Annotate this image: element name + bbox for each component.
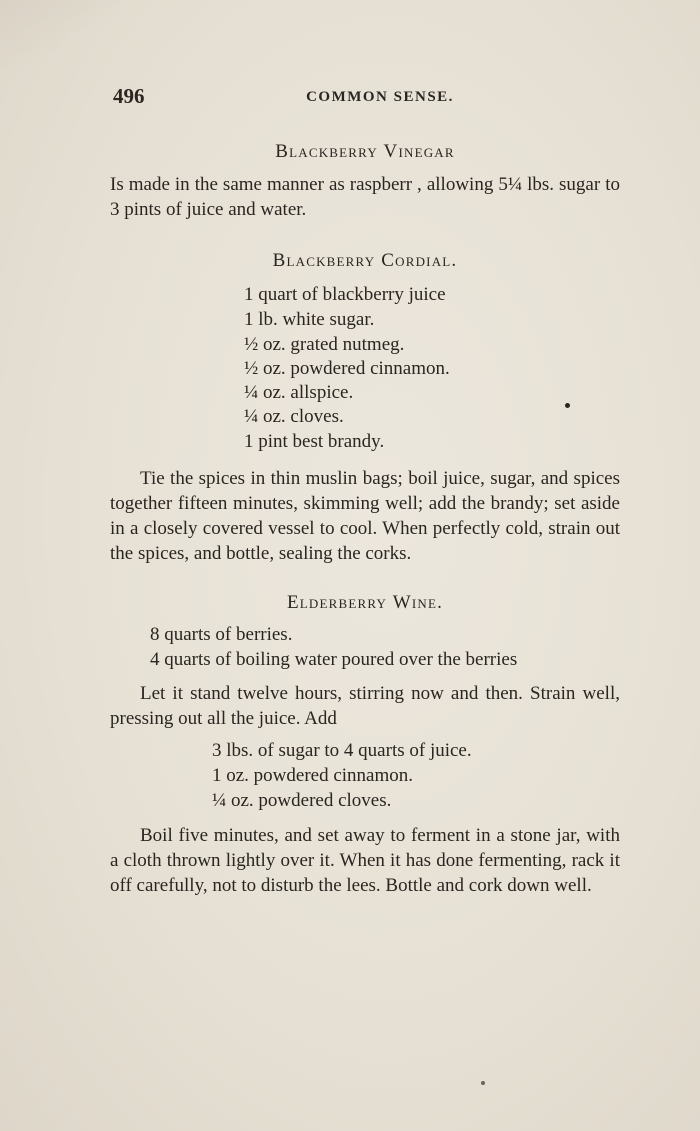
ingredient-item: ¼ oz. allspice.	[244, 382, 354, 403]
paragraph-wine-directions-b: Boil five minutes, and set away to ferment in a stone jar, with a cloth thrown lightly over it. When it has done fermenting, rack it off carefully, not to disturb the lees. Bottle and cork down well.	[110, 825, 620, 896]
ingredient-item: 1 oz. powdered cinnamon.	[212, 765, 414, 786]
ink-speck	[481, 1081, 485, 1085]
ingredient-item: 1 pint best brandy.	[244, 431, 385, 452]
heading-elderberry-wine: Elderberry Wine.	[286, 592, 444, 613]
heading-blackberry-vinegar: Blackberry Vinegar	[275, 141, 455, 162]
ingredient-item: 8 quarts of berries.	[150, 624, 293, 645]
ingredient-item: 4 quarts of boiling water poured over the berries	[150, 649, 518, 670]
running-title: COMMON SENSE.	[306, 89, 454, 105]
ingredient-item: ½ oz. grated nutmeg.	[244, 334, 405, 355]
page-number: 496	[113, 84, 145, 108]
ingredient-item: 3 lbs. of sugar to 4 quarts of juice.	[212, 740, 472, 761]
ingredient-item: ¼ oz. powdered cloves.	[212, 790, 392, 811]
page-corner-shadow	[0, 0, 120, 70]
paragraph-wine-directions-a: Let it stand twelve hours, stirring now and then. Strain well, pressing out all the juice. Add	[110, 683, 620, 729]
ingredient-item: 1 quart of blackberry juice	[244, 284, 446, 305]
ink-speck	[565, 403, 570, 408]
ingredient-item: 1 lb. white sugar.	[244, 309, 375, 330]
paragraph-blackberry-vinegar: Is made in the same manner as raspberr , allowing 5¼ lbs. sugar to 3 pints of juice and water.	[110, 174, 620, 220]
ingredient-item: ¼ oz. cloves.	[244, 406, 344, 427]
paragraph-cordial-directions: Tie the spices in thin muslin bags; boil juice, sugar, and spices together fifteen minutes, skimming well; add the brandy; set aside in a closely covered vessel to cool. When perfectly cold, strain out the spices, and bottle, sealing the corks.	[110, 468, 620, 564]
ingredient-item: ½ oz. powdered cinnamon.	[244, 358, 450, 379]
heading-blackberry-cordial: Blackberry Cordial.	[272, 250, 458, 271]
running-header	[110, 84, 620, 114]
